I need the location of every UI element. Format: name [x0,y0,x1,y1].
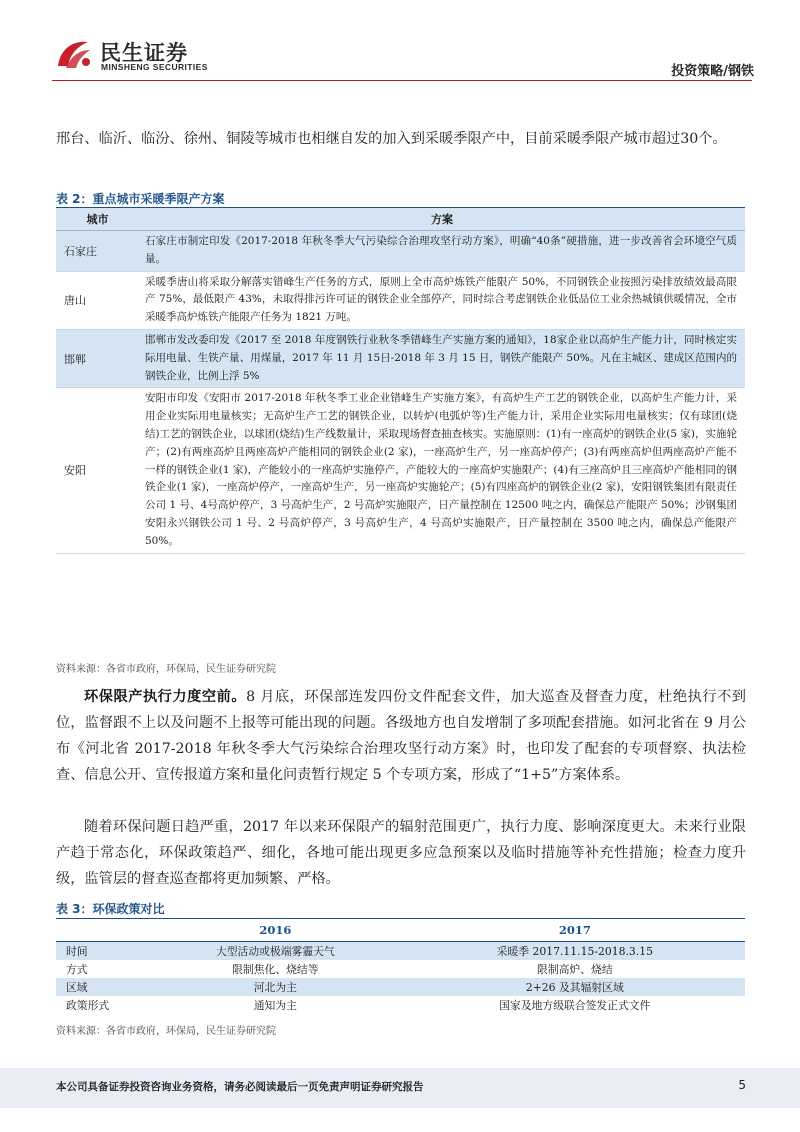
page-footer [0,1068,800,1108]
para-outlook: 随着环保问题日趋严重，2017 年以来环保限产的辐射范围更广，执行力度、影响深度更大。未来行业限产趋于常态化，环保政策趋严、细化，各地可能出现更多应急预案以及临时措施等补充性措施；检查力度升级，监管层的督查巡查都将更加频繁、严格。 [56,819,746,887]
value-2017: 采暖季 2017.11.15-2018.3.15 [405,942,745,961]
table3-title: 表 3：环保政策对比 [56,902,165,916]
footer-disclaimer: 本公司具备证券投资咨询业务资格，请务必阅读最后一页免责声明证券研究报告 [56,1081,424,1093]
city-cell: 石家庄 [56,231,139,272]
table-row [56,978,745,996]
city-cell: 安阳 [56,388,139,553]
para-enforcement [56,684,746,788]
row-label: 时间 [56,942,146,961]
table3-col-2016: 2016 [146,919,405,942]
value-2017: 2+26 及其辐射区域 [405,978,745,996]
table-row [56,271,745,329]
header-divider [52,80,752,81]
city-cell: 邯郸 [56,329,139,387]
table-row [56,329,745,387]
para-enforcement-lead: 环保限产执行力度空前。 [84,689,247,705]
table3-header-row [56,919,745,942]
minsheng-logo-icon [54,36,94,72]
table3-source: 资料来源：各省市政府，环保局，民生证券研究院 [56,1026,276,1037]
row-label: 方式 [66,962,88,976]
table-row [56,388,745,553]
value-2017: 限制高炉、烧结 [537,962,613,976]
table-row [56,942,745,961]
value-2017: 国家及地方级联合签发正式文件 [499,998,651,1012]
para-enforcement-body: 8 月底，环保部连发四份文件配套文件，加大巡查及督查力度，杜绝执行不到位，监督跟不上以及问题不上报等可能出现的问题。各级地方也自发增制了多项配套措施。如河北省在 9 月公布《河北省 2017-2018 年秋冬季大气污染综合治理攻坚行动方案》时，也印发了配套的专项督察、执法检查、信息公开、宣传报道方案和量化问责暂行规定 5 个专项方案，形成了“1+5”方案体系。 [56,689,746,783]
value-2016: 河北为主 [146,978,405,996]
table2-source: 资料来源：各省市政府，环保局，民生证券研究院 [56,664,276,675]
plan-cell: 安阳市印发《安阳市 2017-2018 年秋冬季工业企业错峰生产实施方案》，有高炉生产工艺的钢铁企业，以高炉生产能力计，采用企业实际用电量核实；无高炉生产工艺的钢铁企业，以转炉(电弧炉等)生产能力计，采用企业实际用电量核实；仅有球团(烧结)工艺的钢铁企业，以球团(烧结)生产线数量计，采取现场督查抽查核实。实施原则：(1)有一座高炉的钢铁企业(5 家)，实施轮产；(2)有两座高炉且两座高炉产能相同的钢铁企业(2 家)，一座高炉生产，另一座高炉停产；(3)有两座高炉但两座高炉产能不一样的钢铁企业(1 家)，产能较小的一座高炉实施停产，产能较大的一座高炉实施限产；(4)有三座高炉且三座高炉产能相同的钢铁企业(1 家)，一座高炉停产，一座高炉生产，另一座高炉实施轮产；(5)有四座高炉的钢铁企业(2 家)，安阳钢铁集团有限责任公司 1 号、4号高炉停产，3 号高炉生产，2 号高炉实施限产，日产量控制在 12500 吨之内，确保总产能限产 50%；沙钢集团安阳永兴钢铁公司 1 号、2 号高炉停产，3 号高炉生产，4 号高炉实施限产，日产量控制在 3500 吨之内，确保总产能限产 50%。 [139,388,745,553]
plan-cell: 石家庄市制定印发《2017-2018 年秋冬季大气污染综合治理攻坚行动方案》，明确“40条”硬措施，进一步改善省会环境空气质量。 [139,231,745,272]
table3 [56,919,745,1014]
value-2016: 限制焦化、烧结等 [232,962,319,976]
table-row [56,960,745,978]
page-number: 5 [738,1078,746,1092]
row-label: 政策形式 [66,998,110,1012]
value-2016: 大型活动或极端雾霾天气 [146,942,405,961]
brand-name-cn: 民生证券 [100,41,188,65]
table2 [56,208,745,554]
table-row [56,996,745,1014]
table3-col-2017: 2017 [405,919,745,942]
value-2016: 通知为主 [253,998,297,1012]
intro-paragraph: 邢台、临沂、临汾、徐州、铜陵等城市也相继自发的加入到采暖季限产中，目前采暖季限产城市超过30个。 [56,131,727,147]
table2-header-row [56,208,745,231]
brand-name-en: MINSHENG SECURITIES [101,62,208,72]
plan-cell: 邯郸市发改委印发《2017 至 2018 年度钢铁行业秋冬季错峰生产实施方案的通知》，18家企业以高炉生产能力计，同时核定实际用电量、生铁产量、用煤量，2017 年 11 月 15日-2018 年 3 月 15 日，钢铁产能限产 50%。凡在主城区、建成区范围内的钢铁企业，比例上浮 5% [139,329,745,387]
table3-col-label [56,919,146,942]
page-header [0,0,800,80]
table2-col-plan: 方案 [139,208,745,231]
table2-title: 表 2：重点城市采暖季限产方案 [56,192,225,206]
plan-cell: 采暖季唐山将采取分解落实错峰生产任务的方式，原则上全市高炉炼铁产能限产 50%，不同钢铁企业按照污染排放绩效最高限产 75%，最低限产 43%，未取得排污许可证的钢铁企业全部停产，同时综合考虑钢铁企业低品位工业余热城镇供暖情况，全市采暖季高炉炼铁产能限产任务为 1821 万吨。 [139,271,745,329]
city-cell: 唐山 [56,271,139,329]
report-category: 投资策略/钢铁 [671,64,754,79]
table-row [56,231,745,272]
row-label: 区域 [56,978,146,996]
table2-col-city: 城市 [56,208,139,231]
